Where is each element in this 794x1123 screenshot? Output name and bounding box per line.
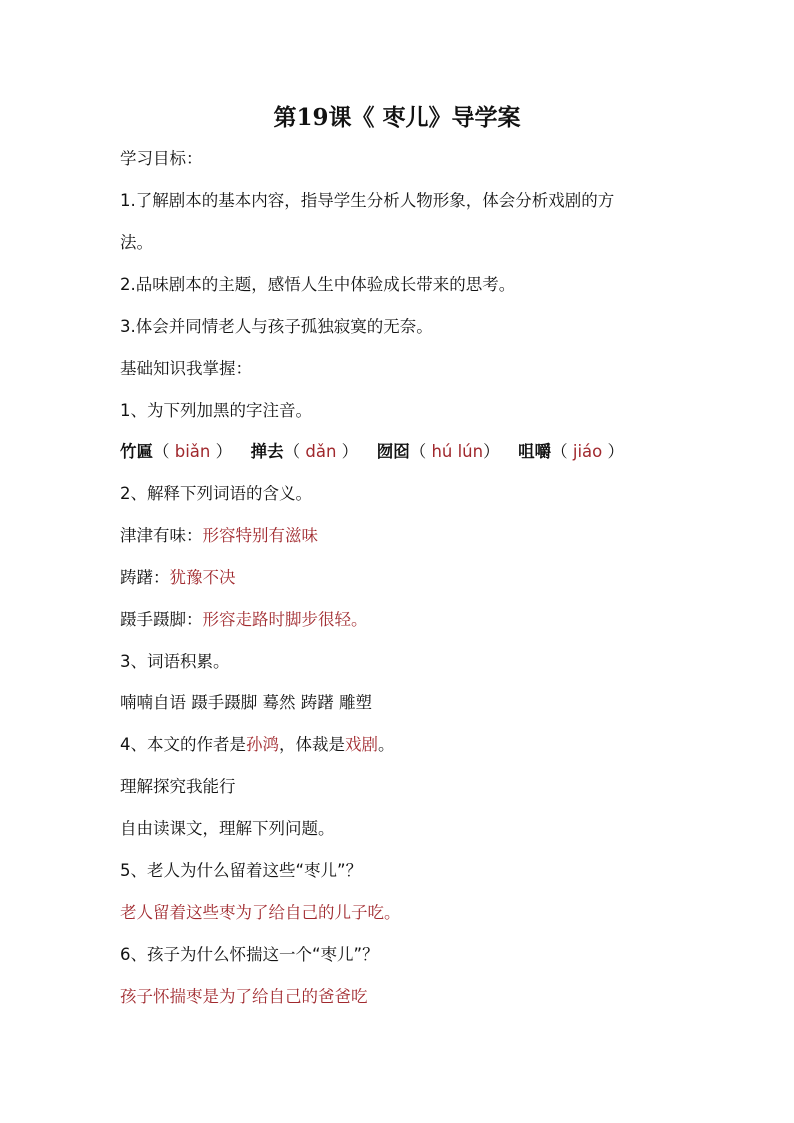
pinyin-answer: hú lún bbox=[431, 442, 484, 461]
question-4: 4、本文的作者是孙鸿，体裁是戏剧。 bbox=[120, 735, 395, 754]
question-3: 3、词语积累。 bbox=[120, 652, 230, 671]
definition-row bbox=[120, 523, 318, 549]
word-list: 喃喃自语 蹑手蹑脚 蓦然 踌躇 雕塑 bbox=[120, 693, 372, 712]
definition-term: 津津有味： bbox=[120, 526, 203, 545]
answer-6: 孩子怀揣枣是为了给自己的爸爸吃 bbox=[120, 987, 368, 1006]
explore-instruction: 自由读课文，理解下列问题。 bbox=[120, 819, 335, 838]
objectives-heading: 学习目标： bbox=[120, 149, 203, 168]
pinyin-item: 掸去（ dǎn ） bbox=[250, 442, 359, 461]
definition-term: 蹑手蹑脚： bbox=[120, 610, 203, 629]
definition-meaning: 形容特别有滋味 bbox=[202, 526, 318, 545]
basics-heading: 基础知识我掌握： bbox=[120, 359, 252, 378]
pinyin-item: 竹匾（ biǎn ） bbox=[120, 442, 233, 461]
definition-row bbox=[120, 607, 368, 633]
answer-5: 老人留着这些枣为了给自己的儿子吃。 bbox=[120, 903, 401, 922]
author-answer: 孙鸿 bbox=[246, 735, 279, 754]
definition-meaning: 形容走路时脚步很轻。 bbox=[202, 610, 368, 629]
pinyin-answer: biǎn bbox=[174, 442, 211, 461]
genre-answer: 戏剧 bbox=[345, 735, 378, 754]
explore-heading: 理解探究我能行 bbox=[120, 777, 236, 796]
objective-1-line1: 1.了解剧本的基本内容，指导学生分析人物形象，体会分析戏剧的方 bbox=[120, 191, 615, 210]
definition-meaning: 犹豫不决 bbox=[169, 568, 236, 587]
pinyin-item: 囫囵（ hú lún） bbox=[376, 442, 500, 461]
pinyin-item: 咀嚼（ jiáo ） bbox=[518, 442, 624, 461]
objective-2: 2.品味剧本的主题，感悟人生中体验成长带来的思考。 bbox=[120, 275, 516, 294]
question-2: 2、解释下列词语的含义。 bbox=[120, 484, 312, 503]
definition-row bbox=[120, 565, 236, 591]
objective-1-line2: 法。 bbox=[120, 233, 153, 252]
question-6: 6、孩子为什么怀揣这一个“枣儿”？ bbox=[120, 945, 379, 964]
definition-term: 踌躇： bbox=[120, 568, 170, 587]
pinyin-row bbox=[120, 439, 624, 465]
page-title: 第19课《 枣儿》导学案 bbox=[273, 104, 521, 131]
pinyin-answer: dǎn bbox=[305, 442, 337, 461]
question-5: 5、老人为什么留着这些“枣儿”？ bbox=[120, 861, 363, 880]
pinyin-answer: jiáo bbox=[572, 442, 603, 461]
question-1: 1、为下列加黑的字注音。 bbox=[120, 401, 312, 420]
objective-3: 3.体会并同情老人与孩子孤独寂寞的无奈。 bbox=[120, 317, 433, 336]
